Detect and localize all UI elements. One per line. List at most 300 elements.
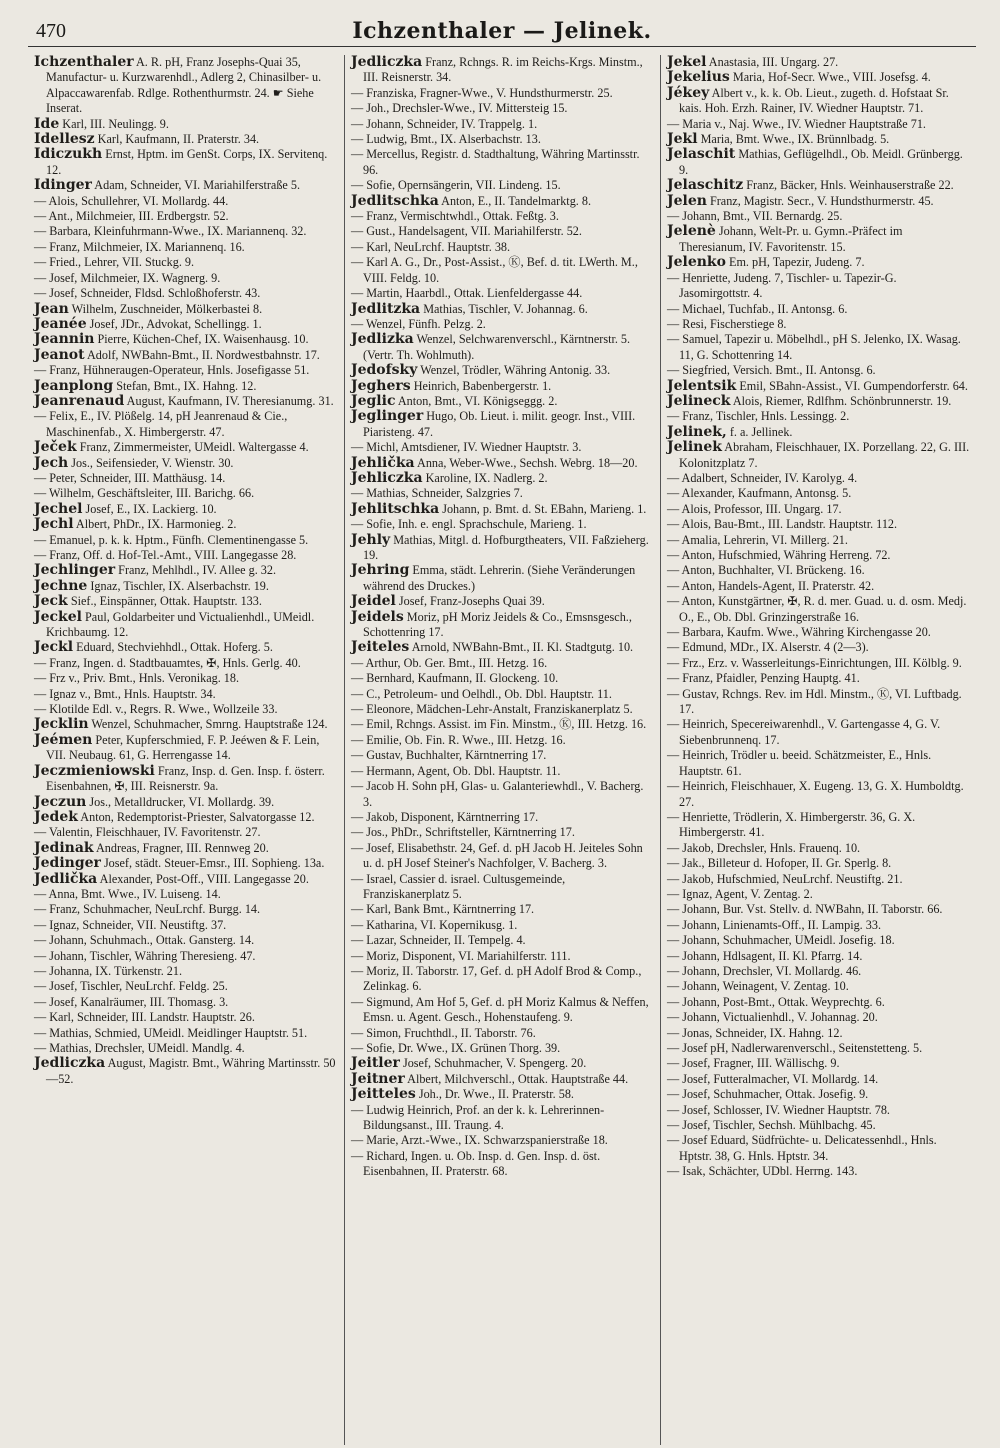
directory-entry [351, 687, 654, 702]
entry-details: — Mercellus, Registr. d. Stadthaltung, Währing Martinsstr. 96. [350, 147, 640, 177]
directory-entry [34, 856, 338, 871]
directory-entry [667, 1103, 970, 1118]
directory-entry [351, 332, 654, 363]
entry-details: Em. pH, Tapezir, Judeng. 7. [725, 255, 865, 270]
entry-surname: Jedliczka [350, 55, 423, 70]
directory-entry [34, 687, 338, 702]
entry-details: Peter, Kupferschmied, F. P. Jeéwen & F. Lein, VII. Neubaug. 61, G. Herrengasse 14. [46, 732, 320, 763]
entry-details: — Sofie, Inh. e. engl. Sprachschule, Marieng. 1. [350, 517, 587, 532]
entry-details: Albert v., k. k. Ob. Lieut., zugeth. d. Hofstaat Sr. kais. Hoh. Erzh. Rainer, IV. Wiedner Hauptstr. 71. [678, 85, 949, 116]
directory-entry [667, 887, 970, 902]
entry-surname: Jelenko [666, 254, 726, 271]
entry-details: — Anton, Hufschmied, Währing Herreng. 72. [666, 548, 891, 562]
directory-entry [667, 1087, 970, 1102]
entry-surname: Idiczukh [34, 146, 103, 163]
entry-details: Eduard, Stechviehhdl., Ottak. Hoferg. 5. [73, 640, 273, 655]
entry-details: — Johann, Schneider, IV. Trappelg. 1. [350, 116, 538, 131]
directory-entry [351, 147, 654, 178]
entry-details: — Johann, Schuhmacher, UMeidl. Josefig. 18. [666, 933, 895, 948]
entry-details: Johann, Welt-Pr. u. Gymn.-Präfect im Theresianum, IV. Favoritenstr. 15. [678, 224, 903, 254]
entry-details: Hugo, Ob. Lieut. i. milit. geogr. Inst., VIII. Piaristeng. 47. [362, 409, 636, 439]
entry-details: — Frz., Erz. v. Wasserleitungs-Einrichtungen, III. Kölblg. 9. [666, 655, 962, 670]
entry-details: Emma, städt. Lehrerin. (Siehe Veränderungen während des Druckes.) [362, 563, 636, 593]
entry-details: — Franz, Tischler, Hnls. Lessingg. 2. [666, 409, 850, 424]
entry-details: Adam, Schneider, VI. Mariahilferstraße 5. [91, 178, 301, 193]
entry-details: — Josef, Schlosser, IV. Wiedner Hauptstr. 78. [666, 1102, 890, 1117]
entry-surname: Jehlička [350, 454, 415, 471]
entry-details: — Barbara, Kaufm. Wwe., Währing Kirchengasse 20. [666, 625, 931, 640]
entry-details: Wenzel, Selchwarenverschl., Kärntnerstr. 5. (Vertr. Th. Wohlmuth). [362, 332, 631, 362]
directory-entry [351, 456, 654, 471]
entry-details: Mathias, Mitgl. d. Hofburgtheaters, VII. Faßzieherg. 19. [362, 532, 649, 562]
entry-details: — Franz, Ingen. d. Stadtbauamtes, ✠, Hnls. Gerlg. 40. [34, 655, 301, 670]
directory-entry [351, 563, 654, 594]
entry-details: — Heinrich, Trödler u. beeid. Schätzmeister, E., Hnls. Hauptstr. 61. [666, 748, 932, 778]
entry-surname: Ide [34, 115, 60, 132]
entry-surname: Jedlitzka [350, 300, 421, 317]
directory-entry [34, 456, 338, 471]
directory-entry [34, 348, 338, 363]
entry-surname: Jechl [34, 516, 74, 533]
entry-details: Maria, Hof-Secr. Wwe., VIII. Josefsg. 4. [729, 70, 931, 85]
entry-surname: Jeannin [34, 331, 95, 348]
directory-entry [351, 471, 654, 486]
entry-surname: Jeanée [34, 315, 87, 332]
directory-entry [34, 1056, 338, 1087]
entry-details: f. a. Jellinek. [726, 424, 793, 439]
entry-surname: Jean [34, 300, 69, 317]
directory-entry [667, 548, 970, 563]
entry-details: — Anna, Bmt. Wwe., IV. Luiseng. 14. [34, 886, 221, 901]
entry-details: Moriz, pH Moriz Jeidels & Co., Emsnsgesch., Schottenring 17. [362, 609, 632, 640]
directory-entry [351, 841, 654, 872]
entry-surname: Jehly [350, 531, 391, 548]
entry-surname: Jelenè [666, 223, 716, 240]
entry-details: — Johann, Weinagent, V. Zentag. 10. [666, 979, 849, 994]
entry-details: Albert, PhDr., IX. Harmonieg. 2. [73, 517, 237, 532]
directory-entry [667, 440, 970, 471]
entry-details: — Alois, Professor, III. Ungarg. 17. [666, 501, 842, 516]
entry-details: — Ant., Milchmeier, III. Erdbergstr. 52. [34, 209, 229, 224]
page-header [28, 14, 976, 47]
entry-details: — Ludwig, Bmt., IX. Alserbachstr. 13. [350, 132, 541, 147]
entry-details: — Josef, Schneider, Fldsd. Schloßhoferstr. 43. [34, 286, 261, 301]
directory-entry [667, 425, 970, 440]
directory-entry [34, 363, 338, 378]
directory-entry [351, 779, 654, 810]
directory-entry [667, 933, 970, 948]
directory-entry [667, 717, 970, 748]
entry-details: — Heinrich, Specereiwarenhdl., V. Gartengasse 4, G. V. Siebenbrunnenq. 17. [666, 717, 941, 747]
directory-entry [34, 825, 338, 840]
entry-details: — Johanna, IX. Türkenstr. 21. [34, 963, 183, 978]
entry-details: — Josef, Fragner, III. Wällischg. 9. [666, 1056, 840, 1071]
entry-surname: Jeitner [350, 1070, 405, 1087]
entry-details: — Johann, Drechsler, VI. Mollardg. 46. [666, 963, 862, 978]
entry-details: Josef, Schuhmacher, V. Spengerg. 20. [399, 1056, 587, 1071]
entry-details: — Ignaz v., Bmt., Hnls. Hauptstr. 34. [34, 686, 216, 701]
entry-details: — Anton, Handels-Agent, II. Praterstr. 42. [666, 578, 875, 593]
entry-details: — Marie, Arzt.-Wwe., IX. Schwarzspanierstraße 18. [350, 1133, 608, 1148]
entry-details: Jos., Metalldrucker, VI. Mollardg. 39. [86, 794, 275, 809]
entry-surname: Jékey [666, 84, 710, 101]
entry-details: — Gustav, Buchhalter, Kärntnerring 17. [350, 748, 547, 763]
directory-entry [667, 132, 970, 147]
directory-entry [667, 178, 970, 193]
directory-entry [34, 717, 338, 732]
directory-entry [351, 132, 654, 147]
entry-details: Anton, Redemptorist-Priester, Salvatorgasse 12. [77, 809, 315, 824]
entry-details: — Michl, Amtsdiener, IV. Wiedner Hauptstr. 3. [350, 440, 582, 455]
entry-details: Alois, Riemer, Rdlfhm. Schönbrunnerstr. 19. [730, 393, 952, 408]
directory-entry [34, 995, 338, 1010]
directory-entry [351, 1133, 654, 1148]
directory-entry [351, 502, 654, 517]
entry-details: — Josef, Futteralmacher, VI. Mollardg. 14. [666, 1071, 879, 1086]
directory-entry [667, 194, 970, 209]
directory-entry [667, 995, 970, 1010]
entry-details: — Maria v., Naj. Wwe., IV. Wiedner Hauptstraße 71. [666, 116, 926, 131]
entry-surname: Jelaschitz [666, 177, 744, 194]
entry-details: Arnold, NWBahn-Bmt., II. Kl. Stadtgutg. 10. [409, 640, 634, 655]
entry-details: — Alois, Bau-Bmt., III. Landstr. Hauptstr. 112. [666, 517, 898, 532]
entry-details: — Sofie, Dr. Wwe., IX. Grünen Thorg. 39. [350, 1041, 561, 1055]
directory-entry [667, 1072, 970, 1087]
entry-details: — Lazar, Schneider, II. Tempelg. 4. [350, 933, 526, 948]
directory-entry [667, 409, 970, 424]
directory-entry [667, 779, 970, 810]
entry-surname: Jeémen [34, 731, 93, 748]
directory-entry [351, 610, 654, 641]
directory-entry [34, 332, 338, 347]
entry-details: — Johann, Tischler, Währing Theresieng. 47. [34, 948, 256, 963]
entry-details: — Heinrich, Fleischhauer, X. Eugeng. 13, G. X. Humboldtg. 27. [666, 779, 964, 809]
directory-entry [351, 117, 654, 132]
entry-details: Johann, p. Bmt. d. St. EBahn, Marieng. 1. [439, 501, 647, 516]
directory-entry [667, 656, 970, 671]
entry-details: Jos., Seifensieder, V. Wienstr. 30. [68, 455, 234, 470]
entry-surname: Jedliczka [34, 1055, 106, 1072]
entry-details: — Gustav, Rchngs. Rev. im Hdl. Minstm., Ⓚ, VI. Luftbadg. 17. [666, 686, 962, 717]
directory-entry [34, 271, 338, 286]
directory-entry [351, 764, 654, 779]
directory-entry [667, 671, 970, 686]
directory-entry [34, 810, 338, 825]
entry-details: — Johann, Post-Bmt., Ottak. Weyprechtg. 6. [666, 994, 885, 1009]
entry-details: — Karl, NeuLrchf. Hauptstr. 38. [350, 239, 511, 254]
entry-details: Karl, Kaufmann, II. Praterstr. 34. [94, 132, 260, 147]
entry-details: — Martin, Haarbdl., Ottak. Lienfeldergasse 44. [350, 286, 583, 301]
entry-surname: Jedinak [34, 839, 94, 856]
entry-details: — Mathias, Schneider, Salzgries 7. [350, 486, 523, 501]
directory-entry [667, 748, 970, 779]
directory-entry [34, 594, 338, 609]
directory-entry [34, 502, 338, 517]
entry-surname: Jelaschit [666, 146, 736, 163]
directory-entry [34, 887, 338, 902]
entry-details: — Ignaz, Agent, V. Zentag. 2. [666, 886, 813, 901]
entry-surname: Jeidels [350, 608, 404, 625]
directory-entry [34, 933, 338, 948]
directory-entry [34, 209, 338, 224]
entry-surname: Jeanplong [34, 377, 114, 394]
directory-entry [351, 995, 654, 1026]
directory-entry [667, 625, 970, 640]
directory-entry [34, 517, 338, 532]
entry-details: Pierre, Küchen-Chef, IX. Waisenhausg. 10. [94, 332, 309, 347]
entry-details: — Katharina, VI. Kopernikusg. 1. [350, 917, 518, 932]
entry-surname: Jeiteles [350, 639, 410, 656]
entry-details: — Josef, Tischler, NeuLrchf. Feldg. 25. [34, 979, 228, 994]
entry-surname: Jechne [34, 577, 88, 594]
entry-surname: Ichzenthaler [34, 55, 134, 70]
entry-details: — Israel, Cassier d. israel. Cultusgemeinde, Franziskanerplatz 5. [350, 871, 566, 901]
entry-details: — Wilhelm, Geschäftsleiter, III. Barichg. 66. [34, 486, 255, 501]
entry-details: — Johann, Linienamts-Off., II. Lampig. 33. [666, 917, 881, 932]
entry-details: — Henriette, Judeng. 7, Tischler- u. Tapezir-G. Jasomirgottstr. 4. [666, 270, 897, 301]
entry-details: — Valentin, Fleischhauer, IV. Favoritenstr. 27. [34, 825, 261, 840]
directory-entry [667, 147, 970, 178]
directory-entry [667, 640, 970, 655]
column-middle [344, 55, 660, 1445]
directory-entry [351, 317, 654, 332]
entry-details: — Emanuel, p. k. k. Hptm., Fünfh. Clementinengasse 5. [34, 532, 309, 547]
directory-entry [667, 379, 970, 394]
entry-details: — Arthur, Ob. Ger. Bmt., III. Hetzg. 16. [350, 655, 548, 670]
directory-entry [34, 317, 338, 332]
entry-details: Andreas, Fragner, III. Rennweg 20. [93, 840, 269, 855]
column-right [660, 55, 976, 1445]
entry-surname: Jeanot [34, 346, 85, 363]
entry-details: Anton, E., II. Tandelmarktg. 8. [438, 193, 592, 208]
directory-entry [351, 702, 654, 717]
directory-entry [34, 471, 338, 486]
directory-entry [667, 872, 970, 887]
directory-entry [351, 1072, 654, 1087]
entry-details: — Franziska, Fragner-Wwe., V. Hundsthurmerstr. 25. [350, 85, 613, 100]
entry-details: Mathias, Tischler, V. Johannag. 6. [420, 301, 588, 316]
directory-entry [667, 471, 970, 486]
directory-entry [351, 240, 654, 255]
entry-details: Franz, Rchngs. R. im Reichs-Krgs. Minstm., III. Reisnerstr. 34. [362, 55, 643, 85]
directory-entry [34, 255, 338, 270]
entry-surname: Jeck [34, 593, 68, 610]
entry-details: — Resi, Fischerstiege 8. [666, 316, 787, 331]
directory-entry [351, 517, 654, 532]
entry-details: — Jak., Billeteur d. Hofoper, II. Gr. Sperlg. 8. [666, 856, 892, 871]
entry-surname: Idinger [34, 177, 92, 194]
directory-entry [351, 1149, 654, 1180]
directory-entry [667, 563, 970, 578]
entry-details: — Joh., Drechsler-Wwe., IV. Mittersteig 15. [350, 101, 568, 116]
directory-entry [351, 486, 654, 501]
entry-details: Franz, Zimmermeister, UMeidl. Waltergasse 4. [76, 440, 309, 455]
entry-details: — Wenzel, Fünfh. Pelzg. 2. [350, 316, 486, 331]
directory-entry [34, 656, 338, 671]
directory-entry [351, 302, 654, 317]
directory-entry [351, 640, 654, 655]
directory-entry [34, 671, 338, 686]
directory-entry [351, 872, 654, 903]
directory-entry [351, 286, 654, 301]
directory-entry [667, 687, 970, 718]
entry-surname: Jecklin [34, 716, 89, 733]
directory-entry [351, 902, 654, 917]
entry-details: — Peter, Schneider, III. Matthäusg. 14. [34, 470, 226, 485]
directory-entry [667, 533, 970, 548]
directory-entry [34, 240, 338, 255]
entry-details: — C., Petroleum- und Oelhdl., Ob. Dbl. Hauptstr. 11. [350, 686, 612, 701]
entry-surname: Idellesz [34, 131, 95, 148]
directory-entry [351, 733, 654, 748]
entry-details: — Josef, Schuhmacher, Ottak. Josefig. 9. [666, 1087, 869, 1102]
directory-entry [34, 733, 338, 764]
entry-details: — Johann, Victualienhdl., V. Johannag. 20. [666, 1010, 878, 1025]
entry-details: — Mathias, Schmied, UMeidl. Meidlinger Hauptstr. 51. [34, 1025, 308, 1040]
entry-details: Emil, SBahn-Assist., VI. Gumpendorferstr. 64. [736, 378, 968, 393]
entry-surname: Ječek [34, 439, 77, 456]
entry-surname: Jelinek [666, 439, 722, 456]
entry-details: — Josef pH, Nadlerwarenverschl., Seitenstetteng. 5. [666, 1041, 923, 1055]
entry-details: — Emil, Rchngs. Assist. im Fin. Minstm., Ⓚ, III. Hetzg. 16. [350, 717, 647, 732]
directory-entry [667, 964, 970, 979]
directory-entry [667, 209, 970, 224]
directory-entry [351, 255, 654, 286]
directory-entry [667, 1041, 970, 1056]
directory-entry [667, 255, 970, 270]
directory-entry [351, 224, 654, 239]
entry-details: August, Kaufmann, IV. Theresianumg. 31. [124, 393, 334, 408]
directory-entry [34, 610, 338, 641]
entry-details: — Edmund, MDr., IX. Alserstr. 4 (2—3). [666, 640, 869, 655]
directory-entry [351, 918, 654, 933]
running-head: Ichzenthaler — Jelinek. [352, 18, 652, 44]
directory-entry [34, 979, 338, 994]
directory-entry [351, 656, 654, 671]
entry-surname: Jedek [34, 808, 78, 825]
directory-entry [34, 563, 338, 578]
directory-entry [34, 394, 338, 409]
directory-entry [34, 640, 338, 655]
entry-details: — Johann, Bur. Vst. Stellv. d. NWBahn, II. Taborstr. 66. [666, 902, 943, 917]
entry-details: Joh., Dr. Wwe., II. Praterstr. 58. [415, 1087, 574, 1102]
entry-details: — Franz, Milchmeier, IX. Mariannenq. 16. [34, 239, 245, 254]
entry-details: — Samuel, Tapezir u. Möbelhdl., pH S. Jelenko, IX. Wasag. 11, G. Schottenring 14. [666, 332, 961, 362]
directory-entry [667, 332, 970, 363]
entry-details: — Josef, Kanalräumer, III. Thomasg. 3. [34, 994, 229, 1009]
directory-entry [351, 1056, 654, 1071]
entry-surname: Jedofsky [350, 362, 418, 379]
entry-details: — Alexander, Kaufmann, Antonsg. 5. [666, 486, 852, 501]
directory-entry [34, 1026, 338, 1041]
directory-entry [34, 147, 338, 178]
directory-entry [667, 856, 970, 871]
entry-surname: Jeitteles [350, 1086, 416, 1103]
directory-entry [351, 379, 654, 394]
entry-details: — Franz, Pfaidler, Penzing Hauptg. 41. [666, 671, 860, 686]
directory-entry [667, 1118, 970, 1133]
entry-details: Josef, E., IX. Lackierg. 10. [82, 501, 217, 516]
entry-columns [28, 55, 976, 1445]
entry-details: — Simon, Fruchthdl., II. Taborstr. 76. [350, 1025, 536, 1040]
directory-entry [351, 810, 654, 825]
directory-entry [351, 825, 654, 840]
entry-details: — Frz v., Priv. Bmt., Hnls. Veronikag. 18. [34, 671, 240, 686]
entry-surname: Jeanrenaud [34, 392, 125, 409]
entry-details: — Karl, Bank Bmt., Kärntnerring 17. [350, 902, 535, 917]
directory-entry [351, 394, 654, 409]
entry-details: Stefan, Bmt., IX. Hahng. 12. [113, 378, 257, 393]
directory-entry [667, 902, 970, 917]
entry-details: Wenzel, Trödler, Währing Antonig. 33. [417, 363, 611, 378]
directory-entry [667, 394, 970, 409]
entry-details: Franz, Magistr. Secr., V. Hundsthurmerstr. 45. [706, 193, 934, 208]
entry-surname: Jechlinger [34, 562, 116, 579]
entry-surname: Jehliczka [350, 469, 423, 486]
directory-entry [34, 302, 338, 317]
entry-details: — Anton, Kunstgärtner, ✠, R. d. mer. Guad. u. d. osm. Medj. O., E., Ob. Dbl. Grinzingerstraße 16. [666, 594, 967, 624]
entry-details: Josef, JDr., Advokat, Schellingg. 1. [86, 316, 262, 331]
entry-details: Josef, städt. Steuer-Emsr., III. Sophieng. 13a. [100, 856, 325, 871]
entry-details: Anastasia, III. Ungarg. 27. [706, 55, 839, 69]
entry-details: — Richard, Ingen. u. Ob. Insp. d. Gen. Insp. d. öst. Eisenbahnen, II. Praterstr. 68. [350, 1148, 601, 1179]
directory-entry [34, 841, 338, 856]
directory-entry [667, 810, 970, 841]
entry-details: — Mathias, Drechsler, UMeidl. Mandlg. 4. [34, 1041, 245, 1055]
directory-entry [34, 286, 338, 301]
entry-details: — Jakob, Disponent, Kärntnerring 17. [350, 809, 539, 824]
directory-entry [34, 918, 338, 933]
entry-details: — Klotilde Edl. v., Regrs. R. Wwe., Wollzeile 33. [34, 702, 278, 717]
entry-details: — Sofie, Opernsängerin, VII. Lindeng. 15. [350, 178, 561, 193]
entry-details: Wenzel, Schuhmacher, Smrng. Hauptstraße 124. [88, 717, 328, 732]
entry-details: — Gust., Handelsagent, VII. Mariahilferstr. 52. [350, 224, 582, 239]
directory-entry [351, 55, 654, 86]
directory-entry [34, 55, 338, 117]
entry-surname: Jekl [666, 131, 698, 148]
entry-surname: Jeczun [34, 793, 87, 810]
directory-entry [34, 379, 338, 394]
entry-details: — Josef, Tischler, Sechsh. Mühlbachg. 45. [666, 1118, 876, 1133]
entry-details: — Anton, Buchhalter, VI. Brückeng. 16. [666, 563, 865, 578]
entry-surname: Jeghers [350, 377, 411, 394]
directory-entry [667, 979, 970, 994]
directory-entry [351, 717, 654, 732]
directory-entry [667, 224, 970, 255]
entry-details: Abraham, Fleischhauer, IX. Porzellang. 22, G. III. Kolonitzplatz 7. [678, 440, 970, 470]
entry-details: Adolf, NWBahn-Bmt., II. Nordwestbahnstr. 17. [84, 347, 320, 362]
entry-details: — Franz, Vermischtwhdl., Ottak. Feßtg. 3. [350, 209, 559, 224]
directory-entry [351, 594, 654, 609]
entry-surname: Jekelius [666, 69, 730, 86]
entry-details: Karoline, IX. Nadlerg. 2. [422, 470, 548, 485]
directory-entry [667, 55, 970, 70]
entry-details: Mathias, Geflügelhdl., Ob. Meidl. Grünbergg. 9. [678, 147, 963, 177]
entry-details: — Franz, Hühneraugen-Operateur, Hnls. Josefigasse 51. [34, 363, 310, 378]
directory-entry [34, 486, 338, 501]
entry-surname: Jech [34, 454, 69, 471]
entry-details: — Karl A. G., Dr., Post-Assist., Ⓚ, Bef. d. tit. LWerth. M., VIII. Feldg. 10. [350, 255, 638, 285]
directory-entry [667, 1056, 970, 1071]
directory-entry [351, 533, 654, 564]
entry-details: Karl, III. Neulingg. 9. [59, 116, 169, 131]
directory-entry [34, 548, 338, 563]
entry-surname: Jedinger [34, 855, 101, 872]
directory-entry [34, 409, 338, 440]
directory-entry [34, 764, 338, 795]
entry-details: — Johann, Hdlsagent, II. Kl. Pfarrg. 14. [666, 948, 863, 963]
directory-entry [667, 70, 970, 85]
